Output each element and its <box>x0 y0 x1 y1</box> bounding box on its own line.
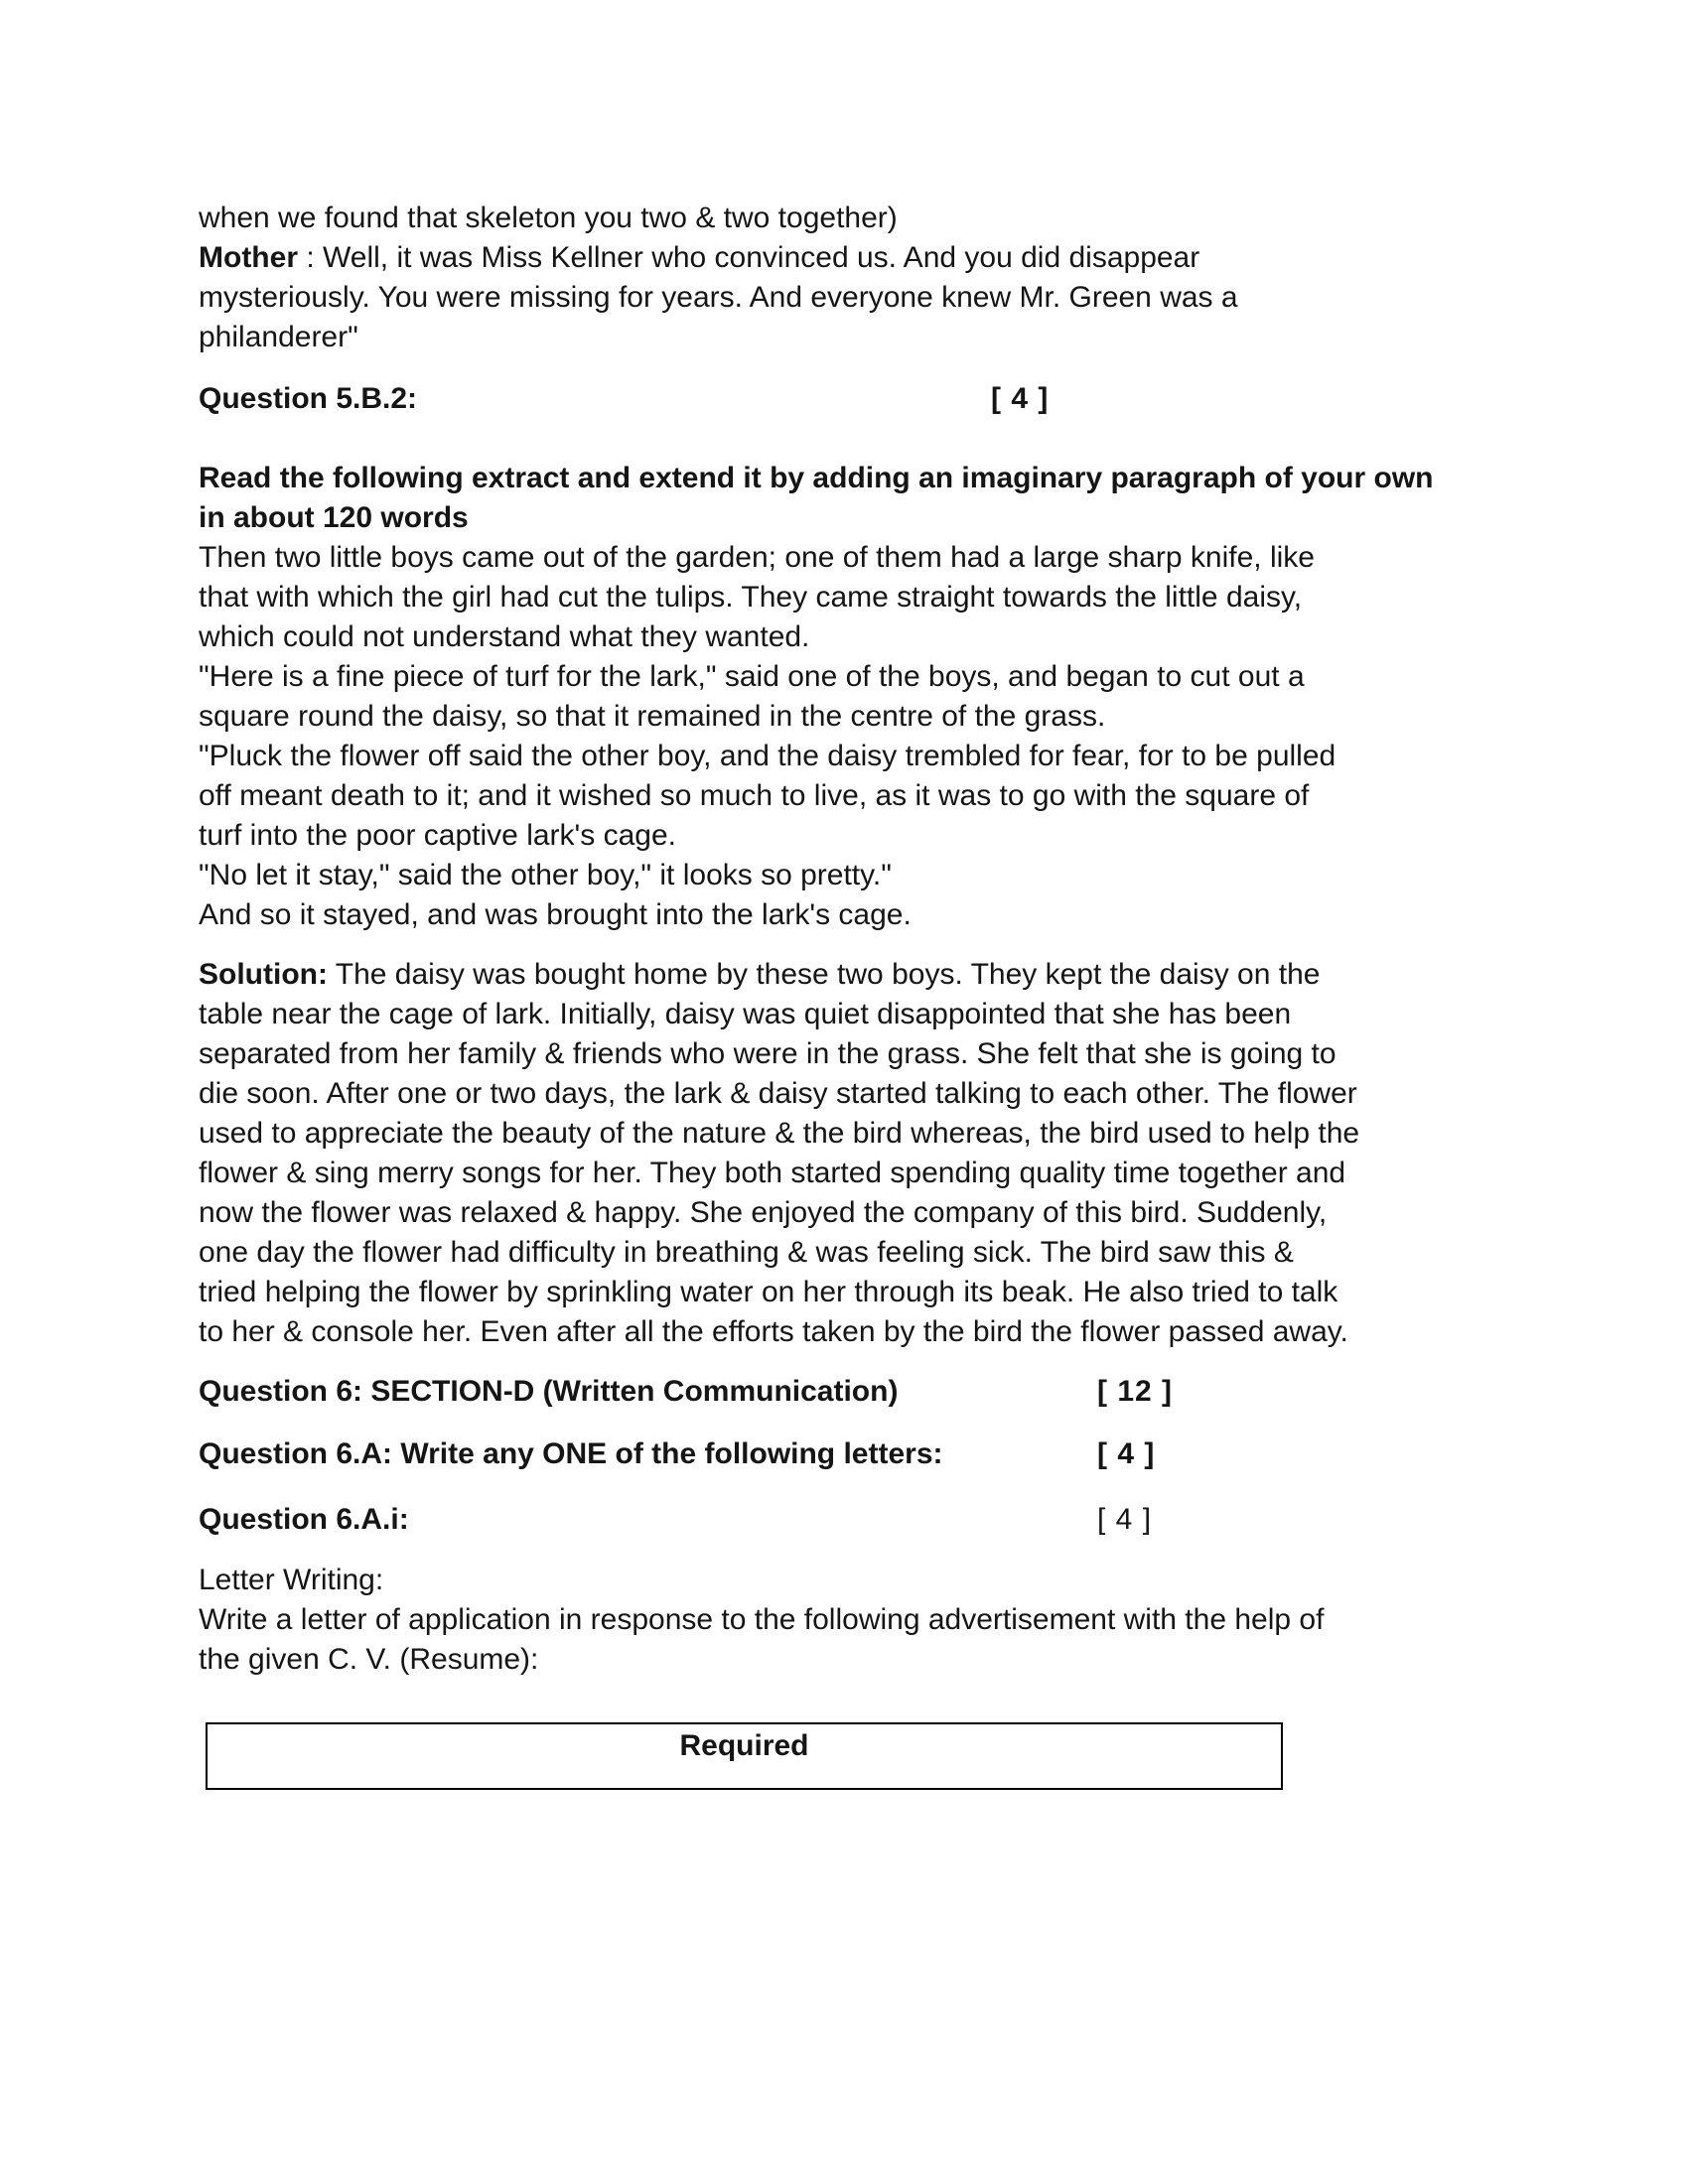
extract-line: that with which the girl had cut the tulips. They came straight towards the little daisy, <box>199 581 1303 614</box>
document-content <box>199 0 1499 1790</box>
question-6ai-marks: [ 4 ] <box>1097 1503 1153 1536</box>
question-6ai-header <box>199 1500 1499 1540</box>
extract-line: "Here is a fine piece of turf for the lark," said one of the boys, and began to cut out a <box>199 660 1305 693</box>
dialogue-line-2-text: : Well, it was Miss Kellner who convinced us. And you did disappear <box>298 241 1200 274</box>
extract-section <box>199 459 1499 935</box>
question-5b2-title: Question 5.B.2: <box>199 382 418 415</box>
solution-line-1 <box>199 955 1499 995</box>
extract-line: "Pluck the flower off said the other boy, and the daisy trembled for fear, for to be pulled <box>199 740 1336 772</box>
solution-label: Solution: <box>199 958 328 991</box>
extract-instruction-line-2: in about 120 words <box>199 501 469 534</box>
question-6ai-title: Question 6.A.i: <box>199 1503 409 1536</box>
solution-line: to her & console her. Even after all the efforts taken by the bird the flower passed away. <box>199 1315 1348 1348</box>
solution-line: tried helping the flower by sprinkling water on her through its beak. He also tried to talk <box>199 1276 1338 1308</box>
question-6a-title: Question 6.A: Write any ONE of the following letters: <box>199 1437 943 1470</box>
solution-line: table near the cage of lark. Initially, daisy was quiet disappointed that she has been <box>199 998 1292 1030</box>
extract-line: And so it stayed, and was brought into the lark's cage. <box>199 898 912 931</box>
question-6a-header <box>199 1434 1499 1474</box>
solution-line: flower & sing merry songs for her. They both started spending quality time together and <box>199 1157 1346 1189</box>
solution-line: now the flower was relaxed & happy. She enjoyed the company of this bird. Suddenly, <box>199 1196 1328 1229</box>
letter-writing-section <box>199 1561 1499 1680</box>
advertisement-box <box>206 1722 1283 1790</box>
letter-writing-line-2: Write a letter of application in response to the following advertisement with the help of <box>199 1603 1325 1636</box>
dialogue-line-2 <box>199 238 1499 278</box>
dialogue-line-4: philanderer" <box>199 321 358 353</box>
advertisement-box-title: Required <box>679 1729 809 1762</box>
extract-instruction-line-1: Read the following extract and extend it by adding an imaginary paragraph of your own <box>199 462 1434 494</box>
question-6-header <box>199 1372 1499 1412</box>
extract-line: off meant death to it; and it wished so much to live, as it was to go with the square of <box>199 779 1310 812</box>
solution-line: used to appreciate the beauty of the nature & the bird whereas, the bird used to help the <box>199 1117 1360 1150</box>
solution-line-1-text: The daisy was bought home by these two boys. They kept the daisy on the <box>327 958 1321 991</box>
extract-line: "No let it stay," said the other boy," it looks so pretty." <box>199 859 892 891</box>
extract-line: turf into the poor captive lark's cage. <box>199 819 676 852</box>
question-6-title: Question 6: SECTION-D (Written Communication) <box>199 1375 899 1408</box>
question-6-marks: [ 12 ] <box>1097 1375 1174 1408</box>
solution-section <box>199 955 1499 1352</box>
dialogue-line-3: mysteriously. You were missing for years. And everyone knew Mr. Green was a <box>199 281 1238 314</box>
letter-writing-line-3: the given C. V. (Resume): <box>199 1643 539 1676</box>
dialogue-line-1: when we found that skeleton you two & two together) <box>199 202 898 234</box>
solution-line: die soon. After one or two days, the lark & daisy started talking to each other. The flower <box>199 1077 1357 1110</box>
question-6a-marks: [ 4 ] <box>1097 1437 1156 1470</box>
solution-line: separated from her family & friends who were in the grass. She felt that she is going to <box>199 1037 1336 1070</box>
solution-line: one day the flower had difficulty in breathing & was feeling sick. The bird saw this & <box>199 1236 1294 1269</box>
letter-writing-line-1: Letter Writing: <box>199 1564 384 1596</box>
speaker-name: Mother <box>199 241 298 274</box>
question-5b2-marks: [ 4 ] <box>991 382 1050 415</box>
extract-line: Then two little boys came out of the garden; one of them had a large sharp knife, like <box>199 541 1315 574</box>
extract-line: which could not understand what they wanted. <box>199 620 810 653</box>
question-5b2-header <box>199 379 1499 419</box>
extract-line: square round the daisy, so that it remained in the centre of the grass. <box>199 700 1106 733</box>
